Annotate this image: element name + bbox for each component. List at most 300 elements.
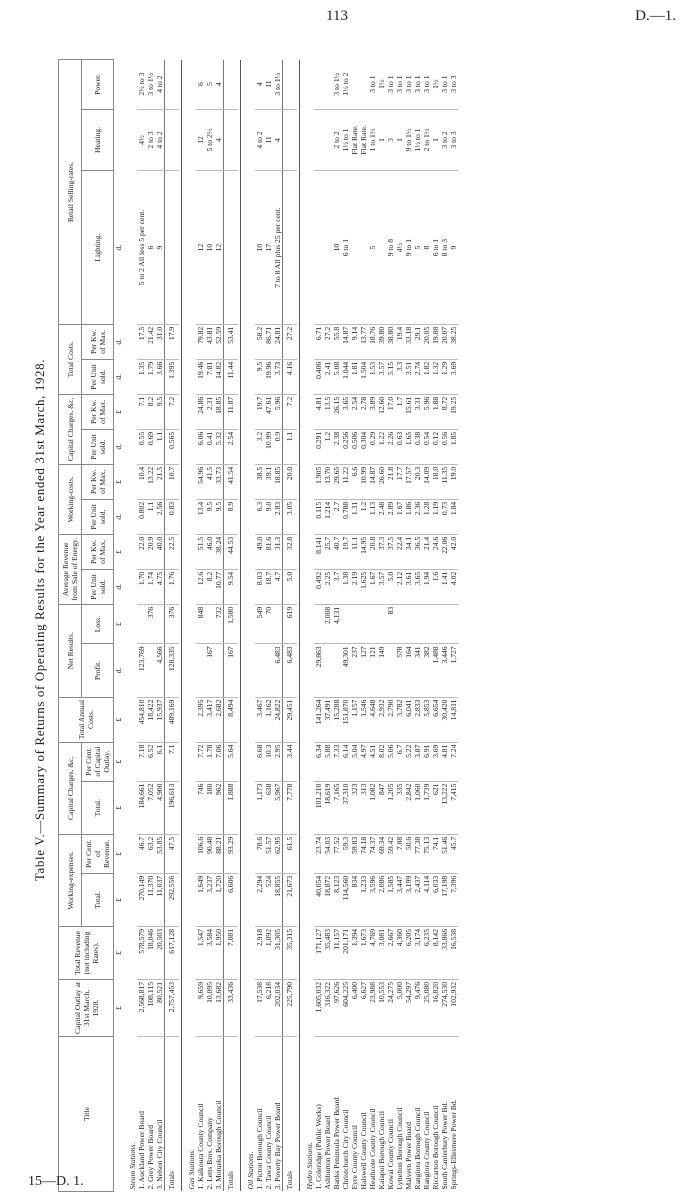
section-header xyxy=(300,53,315,1192)
table-cell: 9 to 1½ xyxy=(404,109,413,171)
table-cell: 3,446 xyxy=(440,644,449,697)
table-cell: 9 xyxy=(155,171,165,324)
table-cell: 0.9 xyxy=(273,429,283,464)
table-row xyxy=(377,53,386,1192)
table-cell: 6,654 xyxy=(431,697,440,742)
table-cell: 78.6 xyxy=(255,834,264,873)
table-cell: 8 to 3 xyxy=(440,171,449,324)
table-title: Table V.—Summary of Returns of Operating Results for the Year ended 31st March, 1928. xyxy=(32,358,47,882)
table-cell: 141,264 xyxy=(314,697,323,742)
table-cell: 25.7 xyxy=(323,534,332,569)
table-cell: 5,967 xyxy=(273,781,283,834)
table-cell: 42.0 xyxy=(449,534,458,569)
table-cell: 3,081 xyxy=(377,927,386,980)
table-cell: 4.97 xyxy=(359,742,368,781)
section-code: D.—1. xyxy=(635,8,676,24)
table-cell: 8.72 xyxy=(440,394,449,429)
table-cell: 80,521 xyxy=(155,980,165,1037)
table-cell: 1,547 xyxy=(196,927,205,980)
table-cell: 7,165 xyxy=(332,781,341,834)
table-cell: 1.67 xyxy=(395,499,404,534)
table-cell: 27.2 xyxy=(323,324,332,359)
row-title: Malvern Power Board xyxy=(404,1122,413,1190)
table-cell xyxy=(224,109,239,171)
table-cell: 1,950 xyxy=(214,927,224,980)
sub-pct-rev: Per Cent. of Revenue. xyxy=(82,834,114,873)
table-cell: 75.13 xyxy=(422,834,431,873)
unit-cell: d. xyxy=(114,513,123,520)
sub-profit: Profit. xyxy=(82,644,114,697)
table-cell: 2,568,817 xyxy=(137,980,146,1037)
row-title: Kowai County Council xyxy=(386,1119,395,1190)
table-cell: 31,305 xyxy=(273,927,283,980)
row-title: Kaiapoi Borough Council xyxy=(377,1111,386,1190)
table-cell: 1 xyxy=(377,109,386,171)
table-cell: 2.74 xyxy=(413,359,422,394)
table-cell: 10.7 xyxy=(165,464,180,499)
table-cell: 21.5 xyxy=(155,464,165,499)
table-cell: 38.5 xyxy=(255,464,264,499)
table-cell xyxy=(314,171,323,324)
table-cell: 2.19 xyxy=(350,569,359,604)
table-cell: 5.08 xyxy=(332,359,341,394)
row-title: 2. Tawa County Council xyxy=(264,1115,273,1190)
table-cell: 621 xyxy=(431,781,440,834)
table-cell: 10 xyxy=(205,171,214,324)
table-cell: 1.67 xyxy=(368,569,377,604)
table-row xyxy=(386,53,395,1192)
table-cell: 13.77 xyxy=(359,324,368,359)
row-title: 1. Auckland Power Board xyxy=(137,1111,146,1190)
table-cell: 4,360 xyxy=(395,927,404,980)
table-cell: 376 xyxy=(165,604,180,644)
table-cell: 2.56 xyxy=(155,499,165,534)
table-cell: 3.2 xyxy=(255,429,264,464)
table-cell xyxy=(413,604,422,644)
table-cell: 49,301 xyxy=(341,644,350,697)
row-title: 2. Grey Power Board xyxy=(146,1124,155,1190)
page-number: 113 xyxy=(326,8,348,24)
col-capital-charges-b: Capital Charges, &c. xyxy=(59,394,82,464)
table-cell: 1.94 xyxy=(422,569,431,604)
table-cell: 1.70 xyxy=(137,569,146,604)
col-net-results: Net Results. xyxy=(59,604,82,697)
operating-results-table xyxy=(58,52,458,1192)
table-cell: 292,556 xyxy=(165,873,180,926)
table-row xyxy=(404,53,413,1192)
table-cell: 29.1 xyxy=(413,324,422,359)
table-cell: 4,131 xyxy=(332,604,341,644)
table-cell: 1.13 xyxy=(368,499,377,534)
table-cell: 167 xyxy=(224,644,239,697)
table-cell: 1.74 xyxy=(146,569,155,604)
table-cell: 0.565 xyxy=(165,429,180,464)
sub-per-kw: Per Kw. of Max. xyxy=(82,464,114,499)
table-cell: 5,853 xyxy=(422,697,431,742)
table-cell: 4.02 xyxy=(449,569,458,604)
table-cell: 270,149 xyxy=(137,873,146,926)
table-cell: 21,673 xyxy=(283,873,298,926)
table-cell: 22.4 xyxy=(395,534,404,569)
col-capital: Capital Outlay at 31st March, 1928. xyxy=(59,980,114,1037)
table-cell: 6.68 xyxy=(255,742,264,781)
table-cell: 9 to 8 xyxy=(386,171,395,324)
table-cell: 14.82 xyxy=(214,359,224,394)
row-title: Totals xyxy=(283,1037,298,1192)
table-cell: 489,169 xyxy=(165,697,180,742)
table-cell: 19.96 xyxy=(264,359,273,394)
table-cell xyxy=(431,604,440,644)
table-cell: 54.96 xyxy=(196,464,205,499)
table-cell: Flat Rate. xyxy=(350,109,359,171)
table-cell: 2.12 xyxy=(395,569,404,604)
table-cell: 0.41 xyxy=(205,429,214,464)
table-cell xyxy=(283,109,298,171)
table-cell: 382 xyxy=(422,644,431,697)
table-cell: 5 xyxy=(413,171,422,324)
table-rotator xyxy=(58,52,688,1192)
unit-cell xyxy=(114,109,124,171)
table-row xyxy=(359,53,368,1192)
table-cell: 13.4 xyxy=(196,499,205,534)
table-cell: 7 to 8 All plus 25 per cent. xyxy=(273,171,283,324)
table-cell xyxy=(323,60,332,109)
table-cell: 5.15 xyxy=(386,359,395,394)
table-cell: 1,488 xyxy=(431,644,440,697)
table-cell xyxy=(404,604,413,644)
table-cell: 4.16 xyxy=(283,359,298,394)
table-cell: 51.5 xyxy=(196,534,205,569)
table-cell: 180 xyxy=(205,781,214,834)
table-cell: 2.31 xyxy=(205,394,214,429)
table-cell: 45.7 xyxy=(449,834,458,873)
table-cell: 5.88 xyxy=(323,742,332,781)
table-cell: 20,503 xyxy=(155,927,165,980)
table-cell: 7.2 xyxy=(165,394,180,429)
table-cell: 86.71 xyxy=(264,324,273,359)
table-cell: 23,988 xyxy=(368,980,377,1037)
table-cell: 19.0 xyxy=(449,464,458,499)
table-cell: 10.99 xyxy=(264,429,273,464)
table-row xyxy=(146,53,155,1192)
table-cell: 26.15 xyxy=(332,394,341,429)
table-cell: 6,041 xyxy=(404,697,413,742)
table-cell: 1,585 xyxy=(386,873,395,926)
table-cell xyxy=(395,604,404,644)
table-cell: 604,225 xyxy=(341,980,350,1037)
table-cell: 6.06 xyxy=(196,429,205,464)
table-cell: 6,033 xyxy=(431,873,440,926)
table-cell: 102,932 xyxy=(449,980,458,1037)
table-cell: 1.41 xyxy=(440,569,449,604)
sub-per-kw: Per Kw. of Max. xyxy=(82,324,114,359)
row-title: 1. Picton Borough Council xyxy=(255,1108,264,1190)
table-cell: 3 to 1½ xyxy=(146,60,155,109)
table-cell xyxy=(314,60,323,109)
table-cell: 2,842 xyxy=(404,781,413,834)
table-cell: 17,198 xyxy=(440,873,449,926)
row-title: Rangiora Borough Council xyxy=(413,1107,422,1190)
table-cell xyxy=(214,644,224,697)
table-cell: 17.5 xyxy=(137,324,146,359)
table-cell: 0.56 xyxy=(440,429,449,464)
table-cell xyxy=(350,171,359,324)
col-capital-charges: Capital Charges, &c. xyxy=(59,742,82,834)
table-cell: 578,579 xyxy=(137,927,146,980)
table-cell: 1,060 xyxy=(413,781,422,834)
table-cell: 39.80 xyxy=(377,324,386,359)
table-cell: 4.7 xyxy=(273,569,283,604)
table-cell: 0.63 xyxy=(395,429,404,464)
table-cell: 20.9 xyxy=(146,534,155,569)
table-cell: 4 xyxy=(255,60,264,109)
table-cell: 53.41 xyxy=(224,324,239,359)
table-cell: 7,396 xyxy=(449,873,458,926)
totals-row xyxy=(224,53,239,1192)
table-cell xyxy=(350,60,359,109)
table-cell: 14.95 xyxy=(359,534,368,569)
table-cell: 201,171 xyxy=(341,927,350,980)
table-cell: 18.7 xyxy=(264,569,273,604)
col-avg-revenue: Average Revenue from Sale of Energy. xyxy=(59,534,82,604)
table-cell: 1,157 xyxy=(350,697,359,742)
table-cell: 2,086 xyxy=(377,873,386,926)
table-cell: 3.3 xyxy=(395,359,404,394)
table-cell: 90.48 xyxy=(205,834,214,873)
unit-cell xyxy=(114,53,124,60)
table-body xyxy=(123,53,458,1192)
table-cell: 5.96 xyxy=(273,394,283,429)
table-cell: 1.65 xyxy=(404,429,413,464)
table-cell: 8,494 xyxy=(224,697,239,742)
table-cell: 2,008 xyxy=(323,604,332,644)
table-cell: 6 xyxy=(196,60,205,109)
table-cell: 847 xyxy=(377,781,386,834)
table-cell: 9.5 xyxy=(205,499,214,534)
table-cell: 17,538 xyxy=(255,980,264,1037)
row-title: 3. Nelson City Council xyxy=(155,1119,164,1190)
table-cell: 20.3 xyxy=(413,464,422,499)
table-cell: 3.57 xyxy=(377,569,386,604)
table-cell xyxy=(323,109,332,171)
table-cell: 19.46 xyxy=(196,359,205,394)
sub-per-kw: Per Kw. of Max. xyxy=(82,394,114,429)
table-cell: 2,918 xyxy=(255,927,264,980)
table-cell: 39.1 xyxy=(264,464,273,499)
table-cell: 7.2 xyxy=(283,394,298,429)
table-cell: 1,546 xyxy=(359,697,368,742)
table-cell: 2.26 xyxy=(386,429,395,464)
table-row xyxy=(341,53,350,1192)
table-cell: 43.81 xyxy=(205,324,214,359)
table-cell: 11 xyxy=(264,109,273,171)
table-row xyxy=(214,53,224,1192)
sub-total: Total. xyxy=(82,781,114,834)
table-cell: 5.06 xyxy=(386,742,395,781)
table-cell: 0.291 xyxy=(314,429,323,464)
table-row xyxy=(137,53,146,1192)
table-cell: 6,400 xyxy=(350,980,359,1037)
table-cell: 151,870 xyxy=(341,697,350,742)
table-cell: 2.89 xyxy=(386,499,395,534)
table-cell: 19.25 xyxy=(449,394,458,429)
table-cell: 47.61 xyxy=(264,394,273,429)
table-cell: 0.55 xyxy=(137,429,146,464)
table-cell: 3.61 xyxy=(404,569,413,604)
table-cell: 1.044 xyxy=(341,359,350,394)
table-cell: 11,370 xyxy=(146,873,155,926)
table-cell: 237 xyxy=(350,644,359,697)
section-header xyxy=(123,53,137,1192)
table-cell: 36.5 xyxy=(413,534,422,569)
table-cell xyxy=(314,604,323,644)
table-row xyxy=(449,53,458,1192)
table-cell: 2,395 xyxy=(196,697,205,742)
table-cell: 848 xyxy=(196,604,205,644)
table-cell: 2,682 xyxy=(214,697,224,742)
table-cell: 22.0 xyxy=(137,534,146,569)
unit-cell xyxy=(114,1037,124,1192)
table-cell: 13.5 xyxy=(323,394,332,429)
table-cell: 274,530 xyxy=(440,980,449,1037)
table-cell: 37,491 xyxy=(323,697,332,742)
table-cell: 21.8 xyxy=(386,464,395,499)
table-cell: 1,739 xyxy=(422,781,431,834)
table-cell: 323 xyxy=(350,781,359,834)
table-cell: 376 xyxy=(146,604,155,644)
table-cell: 77.38 xyxy=(413,834,422,873)
table-cell: 10 xyxy=(332,171,341,324)
col-title: Title xyxy=(59,1037,114,1192)
table-cell: 24.6 xyxy=(431,534,440,569)
table-cell: 1.76 xyxy=(165,569,180,604)
table-cell: 59.3 xyxy=(341,834,350,873)
table-cell: 7.24 xyxy=(449,742,458,781)
unit-cell: £ xyxy=(114,479,123,484)
table-cell: 2.36 xyxy=(413,499,422,534)
sub-heating: Heating. xyxy=(82,109,114,171)
table-cell: 44.53 xyxy=(224,534,239,569)
table-cell: 128,335 xyxy=(165,644,180,697)
table-cell xyxy=(314,109,323,171)
table-cell: 3.65 xyxy=(341,394,350,429)
table-cell: 20.07 xyxy=(440,324,449,359)
table-cell: 149 xyxy=(377,644,386,697)
table-cell: 3,596 xyxy=(368,873,377,926)
table-cell: 18.76 xyxy=(368,324,377,359)
table-cell: 40.7 xyxy=(332,534,341,569)
table-cell: 74.18 xyxy=(359,834,368,873)
table-cell: 4½ xyxy=(137,109,146,171)
unit-cell: d. xyxy=(114,667,123,674)
table-cell: 54.03 xyxy=(323,834,332,873)
table-cell: 1.84 xyxy=(449,499,458,534)
table-cell: 1½ to 1 xyxy=(341,109,350,171)
table-cell: 10.99 xyxy=(359,464,368,499)
sub-power: Power. xyxy=(82,60,114,109)
table-cell: 7,052 xyxy=(146,781,155,834)
table-cell: 14.09 xyxy=(422,464,431,499)
table-row xyxy=(368,53,377,1192)
table-cell: 2½ to 3 xyxy=(137,60,146,109)
table-cell: 11.44 xyxy=(224,359,239,394)
unit-cell: £ xyxy=(114,549,123,554)
table-cell: 2,437 xyxy=(413,873,422,926)
table-cell: 4,648 xyxy=(368,697,377,742)
table-cell: 10.77 xyxy=(214,569,224,604)
table-cell: 1 xyxy=(395,109,404,171)
table-cell: 101,210 xyxy=(314,781,323,834)
table-cell: 79.82 xyxy=(196,324,205,359)
table-cell: 619 xyxy=(283,604,298,644)
table-cell: 2.7 xyxy=(332,499,341,534)
table-cell: 3.57 xyxy=(377,359,386,394)
table-cell: 0.304 xyxy=(359,429,368,464)
table-cell: 1,173 xyxy=(255,781,264,834)
row-title: Eyre County Council xyxy=(350,1124,359,1190)
table-cell: 1,673 xyxy=(359,927,368,980)
table-cell: 0.73 xyxy=(440,499,449,534)
table-cell: 6,218 xyxy=(264,980,273,1037)
row-title: Totals xyxy=(165,1037,180,1192)
row-title: 1. Kaikoura County Council xyxy=(196,1103,205,1190)
table-cell xyxy=(359,171,368,324)
table-cell: 24,275 xyxy=(386,980,395,1037)
row-title: Ashburton Power Board xyxy=(323,1115,332,1190)
table-cell: 38.80 xyxy=(386,324,395,359)
table-cell: 10.4 xyxy=(137,464,146,499)
table-cell: 33,436 xyxy=(224,980,239,1037)
sub-per-unit: Per Unit sold. xyxy=(82,429,114,464)
table-cell: 31.3 xyxy=(273,534,283,569)
table-row xyxy=(413,53,422,1192)
table-cell: 3 to 1½ xyxy=(273,60,283,109)
table-cell xyxy=(224,60,239,109)
table-cell: 41.54 xyxy=(224,464,239,499)
table-cell: 17.9 xyxy=(165,324,180,359)
table-cell: 1.1 xyxy=(146,499,155,534)
section-name: Gas Stations. xyxy=(187,1148,196,1190)
table-cell: 15,288 xyxy=(332,697,341,742)
table-cell: 962 xyxy=(214,781,224,834)
table-cell: 59.42 xyxy=(386,834,395,873)
table-cell: 2,294 xyxy=(255,873,264,926)
table-cell xyxy=(205,604,214,644)
table-cell: 0.29 xyxy=(368,429,377,464)
unit-cell: £ xyxy=(114,717,123,722)
table-cell: 0.69 xyxy=(146,429,155,464)
row-title: 1. Coleridge (Public Works) xyxy=(314,1104,323,1190)
table-cell: 454,810 xyxy=(137,697,146,742)
table-cell: 3 to 3 xyxy=(449,60,458,109)
table-cell: 0.115 xyxy=(314,499,323,534)
table-cell: 1.504 xyxy=(359,359,368,394)
table-cell: 4 to 2 xyxy=(155,109,165,171)
table-cell: 7.18 xyxy=(137,742,146,781)
table-cell: 0.54 xyxy=(422,429,431,464)
table-cell: 37.5 xyxy=(386,534,395,569)
table-cell: 2.41 xyxy=(323,359,332,394)
table-cell: 341 xyxy=(413,644,422,697)
unit-cell: d. xyxy=(114,244,123,251)
table-cell: 6.52 xyxy=(146,742,155,781)
table-cell: 313 xyxy=(359,781,368,834)
unit-cell: £ xyxy=(114,409,123,414)
table-cell: 0.802 xyxy=(137,499,146,534)
table-cell: 2.95 xyxy=(273,742,283,781)
table-row xyxy=(431,53,440,1192)
table-cell: 19.7 xyxy=(341,534,350,569)
